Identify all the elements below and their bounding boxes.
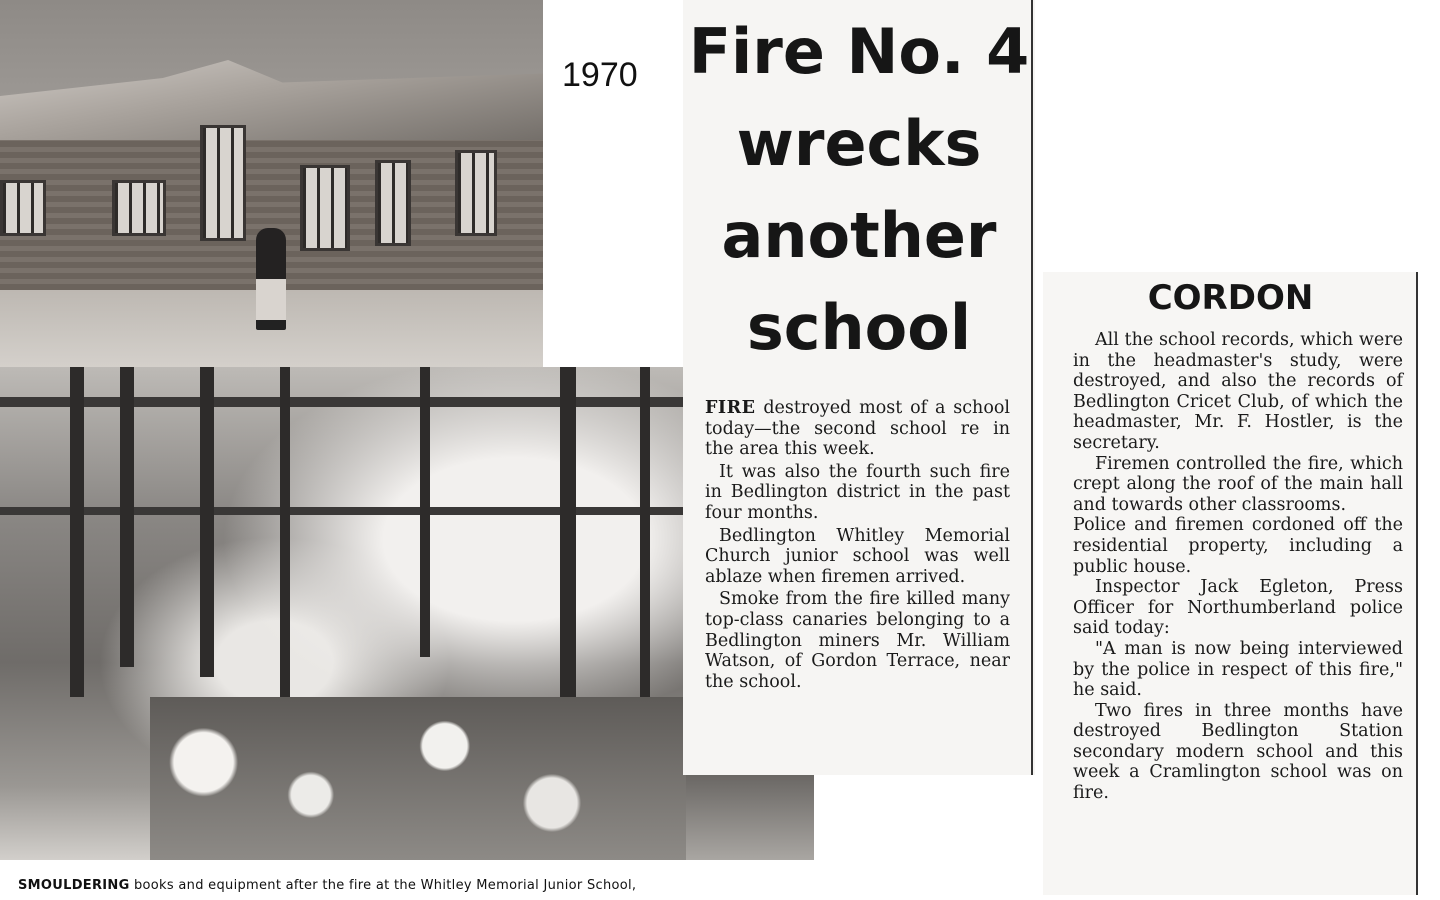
cordon-clipping — [1043, 272, 1418, 895]
headline-line: school — [746, 291, 972, 364]
article-lead-word: FIRE — [705, 398, 756, 418]
headline-line: Fire No. 4 — [688, 15, 1030, 88]
photo-window — [112, 180, 166, 236]
photo-post — [420, 367, 430, 657]
ruins-photo-extension — [686, 775, 814, 860]
photo-post — [280, 367, 290, 697]
cordon-paragraph: "A man is now being interviewed by the police in respect of this fire," he said. — [1073, 638, 1403, 701]
cordon-heading: CORDON — [1147, 278, 1314, 318]
article-paragraph: Smoke from the fire killed many top-class canaries belonging to a Bedlington miners Mr. William Watson, of Gordon Terrace, near the school. — [705, 589, 1010, 692]
photo-post — [120, 367, 134, 667]
article-body — [705, 398, 1010, 694]
school-building-photo — [0, 0, 543, 367]
article-clipping — [683, 0, 1035, 775]
article-paragraph: It was also the fourth such fire in Bedlington district in the past four months. — [705, 461, 1010, 523]
photo-caption — [18, 878, 818, 893]
photo-post — [200, 367, 214, 677]
article-paragraph: Bedlington Whitley Memorial Church junior school was well ablaze when firemen arrived. — [705, 525, 1010, 587]
photo-window — [455, 150, 497, 236]
article-text: destroyed most of a school today—the second school re in the area this week. — [705, 398, 1010, 460]
ruins-photo — [0, 367, 686, 860]
photo-rubble — [150, 697, 686, 860]
column-rule — [1416, 272, 1418, 895]
photo-window — [200, 125, 246, 241]
caption-text: books and equipment after the fire at the Whitley Memorial Junior School, — [129, 878, 637, 893]
cordon-paragraph: Police and firemen cordoned off the residential property, including a public house. — [1073, 515, 1403, 577]
cordon-paragraph: Inspector Jack Egleton, Press Officer for Northumberland police said today: — [1073, 577, 1403, 639]
headline — [683, 6, 1035, 374]
cordon-paragraph: All the school records, which were in the headmaster's study, were destroyed, and also the records of Bedlington Cricet Club, of which the headmaster, Mr. F. Hostler, is the secretary. — [1073, 330, 1403, 453]
photo-roof — [0, 60, 543, 150]
cordon-paragraph: Firemen controlled the fire, which crept along the roof of the main hall and towards other classrooms. — [1073, 453, 1403, 515]
photo-window — [300, 165, 350, 251]
column-rule — [1031, 0, 1033, 775]
photo-beam — [0, 507, 686, 515]
article-paragraph — [705, 398, 1010, 460]
photo-beam — [0, 397, 686, 407]
photo-window — [0, 180, 46, 236]
cordon-paragraph: Two fires in three months have destroyed Bedlington Station secondary modern school and this week a Cramlington school was on fire. — [1073, 700, 1403, 804]
year-label: 1970 — [562, 56, 638, 94]
cordon-body — [1073, 330, 1403, 804]
photo-post — [70, 367, 84, 697]
photo-window — [375, 160, 411, 246]
photo-standing-figure — [256, 228, 286, 330]
caption-lead-word: SMOULDERING — [18, 878, 130, 893]
photo-post — [640, 367, 650, 747]
headline-line: another — [721, 199, 997, 272]
headline-line: wrecks — [736, 107, 982, 180]
photo-post — [560, 367, 576, 707]
